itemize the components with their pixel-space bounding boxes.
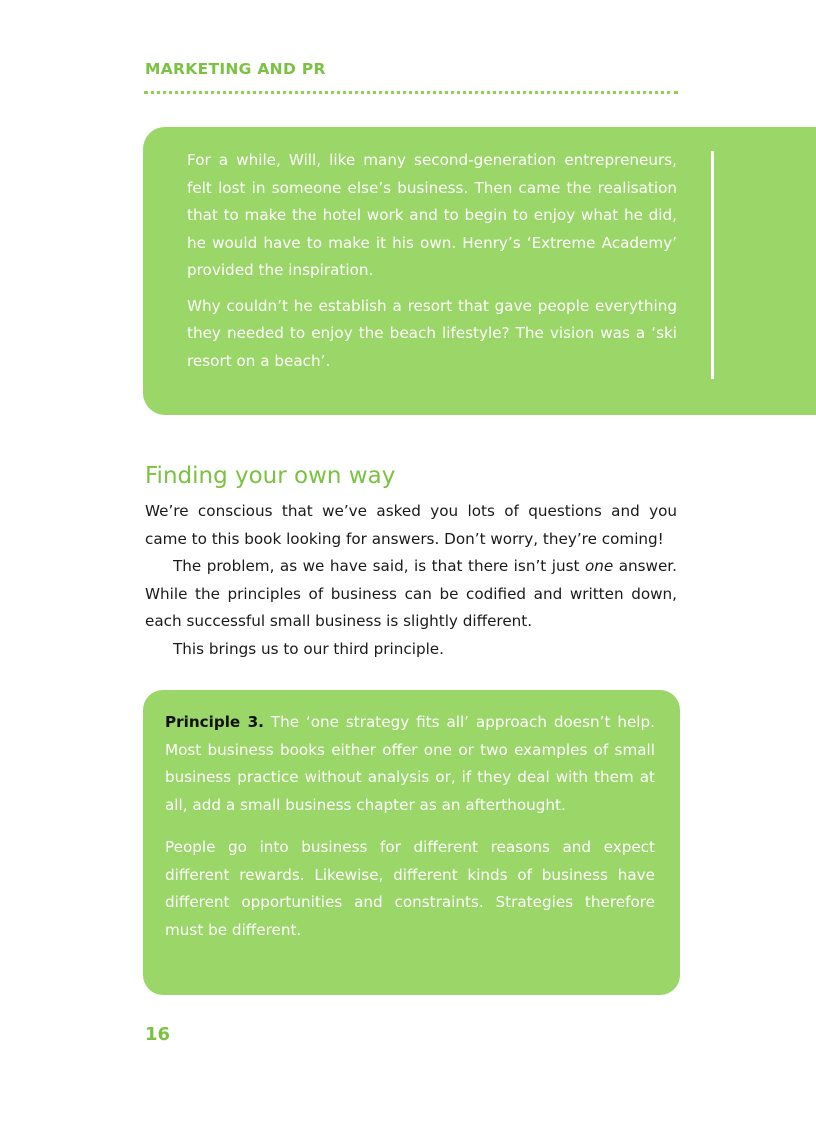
- body-paragraph-2: [145, 553, 677, 636]
- emphasis-one: one: [584, 557, 614, 575]
- story-callout-box: [143, 127, 816, 415]
- story-callout-text: [187, 147, 677, 383]
- page-number: 16: [145, 1024, 171, 1045]
- principle-callout-box: [143, 690, 680, 995]
- callout-vertical-rule: [711, 151, 714, 379]
- story-paragraph-2: Why couldn’t he establish a resort that gave people everything they needed to enjoy the beach lifestyle? The vision was a ‘ski resort on a beach’.: [187, 296, 677, 370]
- principle-text-1: The ‘one strategy fits all’ approach doesn’t help. Most business books either offer one or two examples of small business practice without analysis or, if they deal with them at all, add a small business chapter as an afterthought.: [165, 713, 655, 814]
- principle-label: Principle 3.: [165, 713, 264, 731]
- body-paragraph-1: We’re conscious that we’ve asked you lots of questions and you came to this book looking for answers. Don’t worry, they’re coming!: [145, 502, 677, 548]
- principle-paragraph-1: [165, 709, 655, 819]
- story-paragraph-1: For a while, Will, like many second-generation entrepreneurs, felt lost in someone else’s business. Then came the realisation that to make the hotel work and to begin to enjoy what he did, he would have to make it his own. Henry’s ‘Extreme Academy’ provided the inspiration.: [187, 151, 677, 279]
- body-paragraph-3: This brings us to our third principle.: [173, 639, 444, 658]
- header-dotted-rule: [144, 91, 678, 94]
- body-paragraph-2-start: The problem, as we have said, is that there isn’t just: [173, 557, 585, 575]
- section-title: Finding your own way: [145, 463, 396, 489]
- principle-callout-text: [165, 709, 655, 959]
- principle-paragraph-2: People go into business for different reasons and expect different rewards. Likewise, different kinds of business have different opportunities and constraints. Strategies therefore must be different.: [165, 838, 655, 939]
- running-head: MARKETING AND PR: [145, 60, 326, 78]
- body-paragraph-2-end: answer. While the principles of business can be codified and written down, each successful small business is slightly different.: [145, 557, 677, 630]
- section-body: [145, 498, 677, 663]
